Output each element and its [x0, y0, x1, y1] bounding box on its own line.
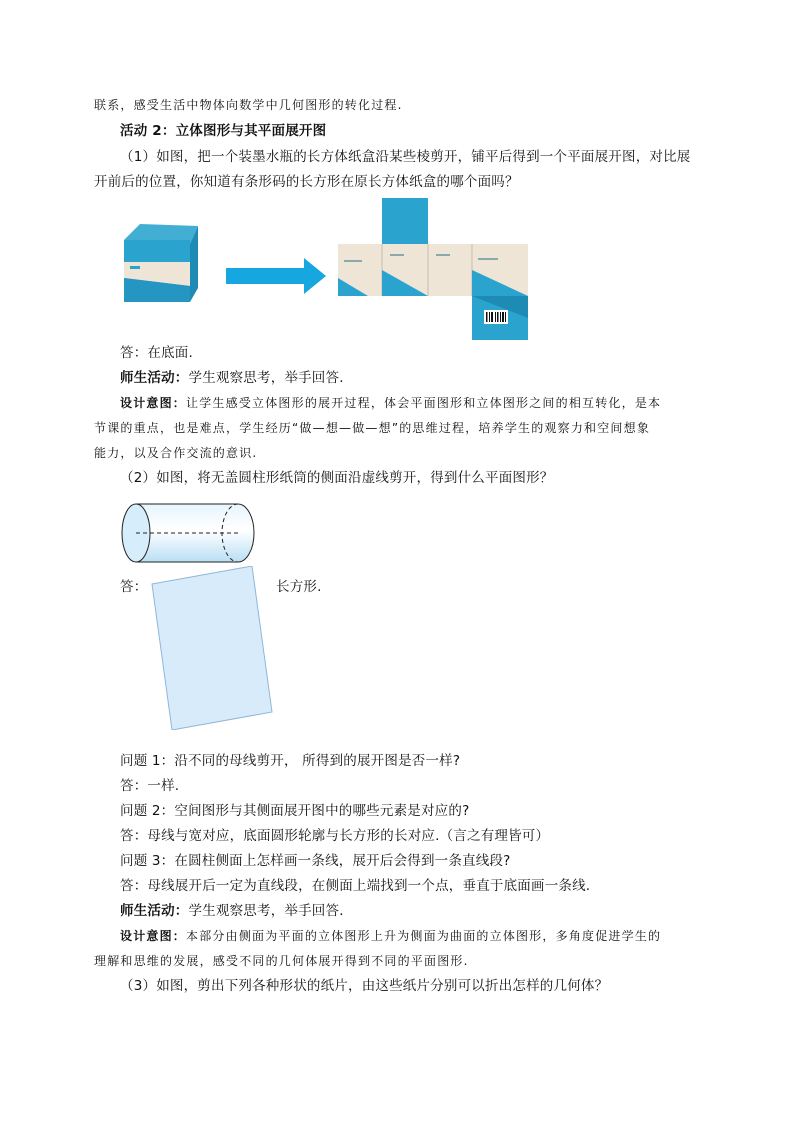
ink-box-photo — [120, 222, 200, 304]
unfolded-box-net — [338, 198, 528, 340]
q2-answer1: 答：一样. — [120, 778, 180, 794]
q1-answer: 答：在底面. — [120, 345, 193, 361]
q1-design-line1 — [120, 394, 661, 412]
teacher-activity-label: 师生活动： — [120, 903, 189, 919]
q2-answer3: 答：母线展开后一定为直线段，在侧面上端找到一个点，垂直于底面画一条线. — [120, 878, 591, 894]
intro-line: 联系，感受生活中物体向数学中几何图形的转化过程. — [94, 98, 403, 112]
q2-question3: 问题 3：在圆柱侧面上怎样画一条线，展开后会得到一条直线段? — [120, 853, 511, 869]
design-intent-text: 本部分由侧面为平面的立体图形上升为侧面为曲面的立体图形，多角度促进学生的 — [186, 929, 662, 943]
q1-design-line2: 节课的重点，也是难点，学生经历“做—想—做—想”的思维过程，培养学生的观察力和空间想象 — [94, 421, 651, 435]
q2-design-line2: 理解和思维的发展，感受不同的几何体展开得到不同的平面图形. — [94, 954, 469, 968]
barcode — [484, 310, 508, 324]
q2-answer-prefix: 答： — [120, 579, 148, 595]
q1-design-line3: 能力，以及合作交流的意识. — [94, 446, 258, 460]
q3-text: （3）如图，剪出下列各种形状的纸片，由这些纸片分别可以折出怎样的几何体？ — [120, 978, 609, 994]
design-intent-label: 设计意图： — [120, 929, 187, 943]
q2-answer2: 答：母线与宽对应，底面圆形轮廓与长方形的长对应.（言之有理皆可） — [120, 828, 550, 844]
q2-text: （2）如图，将无盖圆柱形纸筒的侧面沿虚线剪开，得到什么平面图形？ — [120, 470, 554, 486]
design-intent-label: 设计意图： — [120, 396, 187, 410]
design-intent-text: 让学生感受立体图形的展开过程，体会平面图形和立体图形之间的相互转化，是本 — [186, 396, 662, 410]
q1-text-line2: 开前后的位置，你知道有条形码的长方形在原长方体纸盒的哪个面吗？ — [94, 174, 519, 190]
q2-answer-suffix: 长方形. — [276, 579, 322, 595]
q2-question1: 问题 1：沿不同的母线剪开， 所得到的展开图是否一样? — [120, 753, 461, 769]
teacher-activity-text: 学生观察思考，举手回答. — [188, 370, 344, 386]
q2-teacher-activity — [120, 902, 344, 920]
q2-design-line1 — [120, 927, 661, 945]
activity-heading: 活动 2：立体图形与其平面展开图 — [120, 123, 327, 139]
right-arrow — [226, 258, 328, 294]
q1-text-line1: （1）如图，把一个装墨水瓶的长方体纸盒沿某些棱剪开，铺平后得到一个平面展开图，对比展 — [120, 149, 691, 165]
teacher-activity-label: 师生活动： — [120, 370, 189, 386]
unrolled-rectangle — [148, 566, 276, 730]
q2-question2: 问题 2：空间图形与其侧面展开图中的哪些元素是对应的? — [120, 803, 470, 819]
q1-teacher-activity — [120, 369, 344, 387]
cylinder — [120, 500, 260, 566]
teacher-activity-text: 学生观察思考，举手回答. — [188, 903, 344, 919]
